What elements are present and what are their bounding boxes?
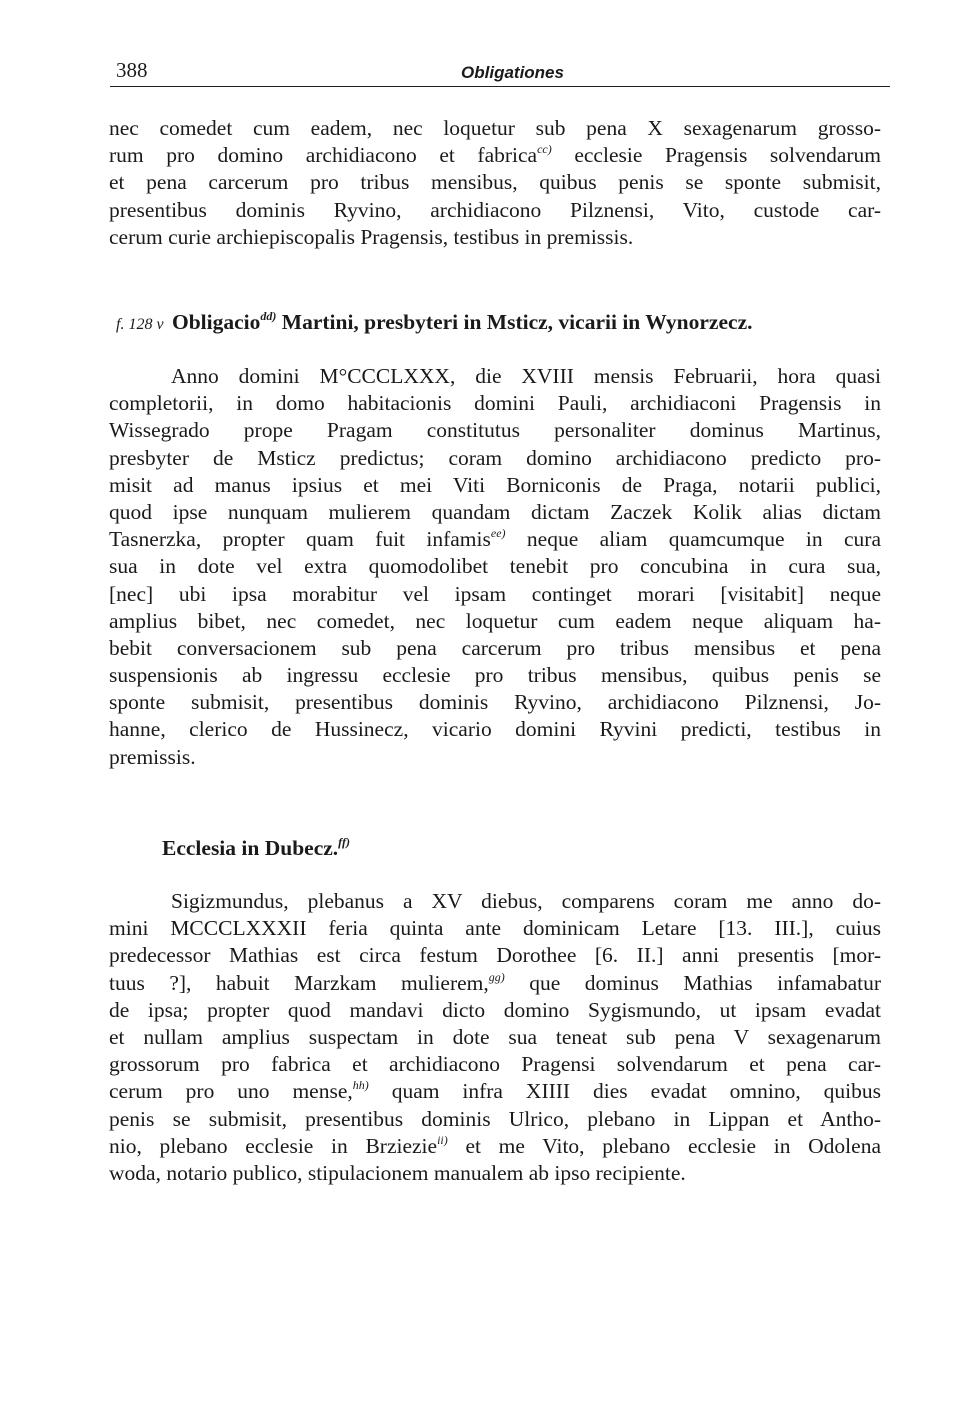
paragraph-continuation: [109, 115, 881, 251]
text-line: nio, plebano ecclesie in Brziezie$^{ii)}$ et me Vito, plebano ecclesie in Odolena: [109, 1132, 881, 1158]
heading-text: Martini, presbyteri in Msticz, vicarii in Wynorzecz.: [276, 310, 753, 334]
footnote-marker: dd): [260, 309, 277, 323]
text-line: predecessor Mathias est circa festum Dorothee [6. II.] anni presentis [mor-: [109, 943, 881, 968]
footnote-marker: ee): [490, 526, 506, 541]
text-line: Anno domini M°CCCLXXX, die XVIII mensis Februarii, hora quasi: [171, 364, 881, 388]
text-line: cerum curie archiepiscopalis Pragensis, testibus in premissis.: [109, 224, 634, 249]
running-title: Obligationes: [461, 63, 564, 82]
entry-heading: [172, 310, 752, 335]
footnote-marker: ii): [437, 1132, 448, 1147]
footnote-marker: hh): [352, 1078, 369, 1093]
text-line: de ipsa; propter quod mandavi dicto domino Sygismundo, ut ipsam evadat: [109, 997, 881, 1022]
text-line: amplius bibet, nec comedet, nec loquetur cum eadem neque aliquam ha-: [109, 608, 881, 633]
text-line: sua in dote vel extra quomodolibet tenebit pro concubina in cura sua,: [109, 554, 881, 579]
text-line: Wissegrado prope Pragam constitutus personaliter dominus Martinus,: [109, 418, 881, 443]
text-line: suspensionis ab ingressu ecclesie pro tribus mensibus, quibus penis se: [109, 663, 881, 688]
text-line: rum pro domino archidiacono et fabrica$^{cc)}$ ecclesie Pragensis solvendarum: [109, 142, 881, 168]
entry-heading: [162, 836, 350, 861]
text-line: et nullam amplius suspectam in dote sua teneat sub pena V sexagenarum: [109, 1024, 881, 1049]
running-header: [110, 60, 890, 87]
page-number: 388: [116, 58, 148, 82]
text-line: cerum pro uno mense,$^{hh)}$ quam infra XIIII dies evadat omnino, quibus: [109, 1078, 881, 1104]
heading-text: Obligacio: [172, 310, 261, 334]
text-line: premissis.: [109, 744, 196, 769]
text-line: completorii, in domo habitacionis domini Pauli, archidiaconi Pragensis in: [109, 391, 881, 416]
text-line: mini MCCCLXXXII feria quinta ante dominicam Letare [13. III.], cuius: [109, 916, 881, 941]
text-line: Sigizmundus, plebanus a XV diebus, comparens coram me anno do-: [171, 889, 881, 913]
text-line: tuus ?], habuit Marzkam mulierem,$^{gg)}$ que dominus Mathias infamabatur: [109, 969, 881, 995]
text-line: hanne, clerico de Hussinecz, vicario domini Ryvini predicti, testibus in: [109, 717, 881, 742]
heading-text: Ecclesia in Dubecz.: [162, 836, 339, 860]
text-line: Tasnerzka, propter quam fuit infamis$^{ee)}$ neque aliam quamcumque in cura: [109, 526, 881, 552]
entry-body: [109, 363, 881, 771]
text-line: presentibus dominis Ryvino, archidiacono Pilznensi, Vito, custode car-: [109, 197, 881, 222]
text-line: sponte submisit, presentibus dominis Ryvino, archidiacono Pilznensi, Jo-: [109, 690, 881, 715]
folio-reference: f. 128 v: [116, 316, 164, 333]
entry-body: [109, 888, 881, 1187]
text-line: [nec] ubi ipsa morabitur vel ipsam continget morari [visitabit] neque: [109, 581, 881, 606]
footnote-marker: cc): [537, 142, 552, 157]
footnote-marker: gg): [488, 969, 505, 984]
text-line: penis se submisit, presentibus dominis Ulrico, plebano in Lippan et Antho-: [109, 1106, 881, 1131]
text-line: nec comedet cum eadem, nec loquetur sub pena X sexagenarum grosso-: [109, 116, 881, 140]
footnote-marker: ff): [338, 835, 350, 849]
text-line: grossorum pro fabrica et archidiacono Pragensi solvendarum et pena car-: [109, 1052, 881, 1077]
text-line: et pena carcerum pro tribus mensibus, quibus penis se sponte submisit,: [109, 170, 881, 195]
text-line: bebit conversacionem sub pena carcerum pro tribus mensibus et pena: [109, 635, 881, 660]
text-line: quod ipse nunquam mulierem quandam dictam Zaczek Kolik alias dictam: [109, 499, 881, 524]
text-line: misit ad manus ipsius et mei Viti Borniconis de Praga, notarii publici,: [109, 472, 881, 497]
text-line: woda, notario publico, stipulacionem manualem ab ipso recipiente.: [109, 1160, 686, 1185]
text-line: presbyter de Msticz predictus; coram domino archidiacono predicto pro-: [109, 445, 881, 470]
